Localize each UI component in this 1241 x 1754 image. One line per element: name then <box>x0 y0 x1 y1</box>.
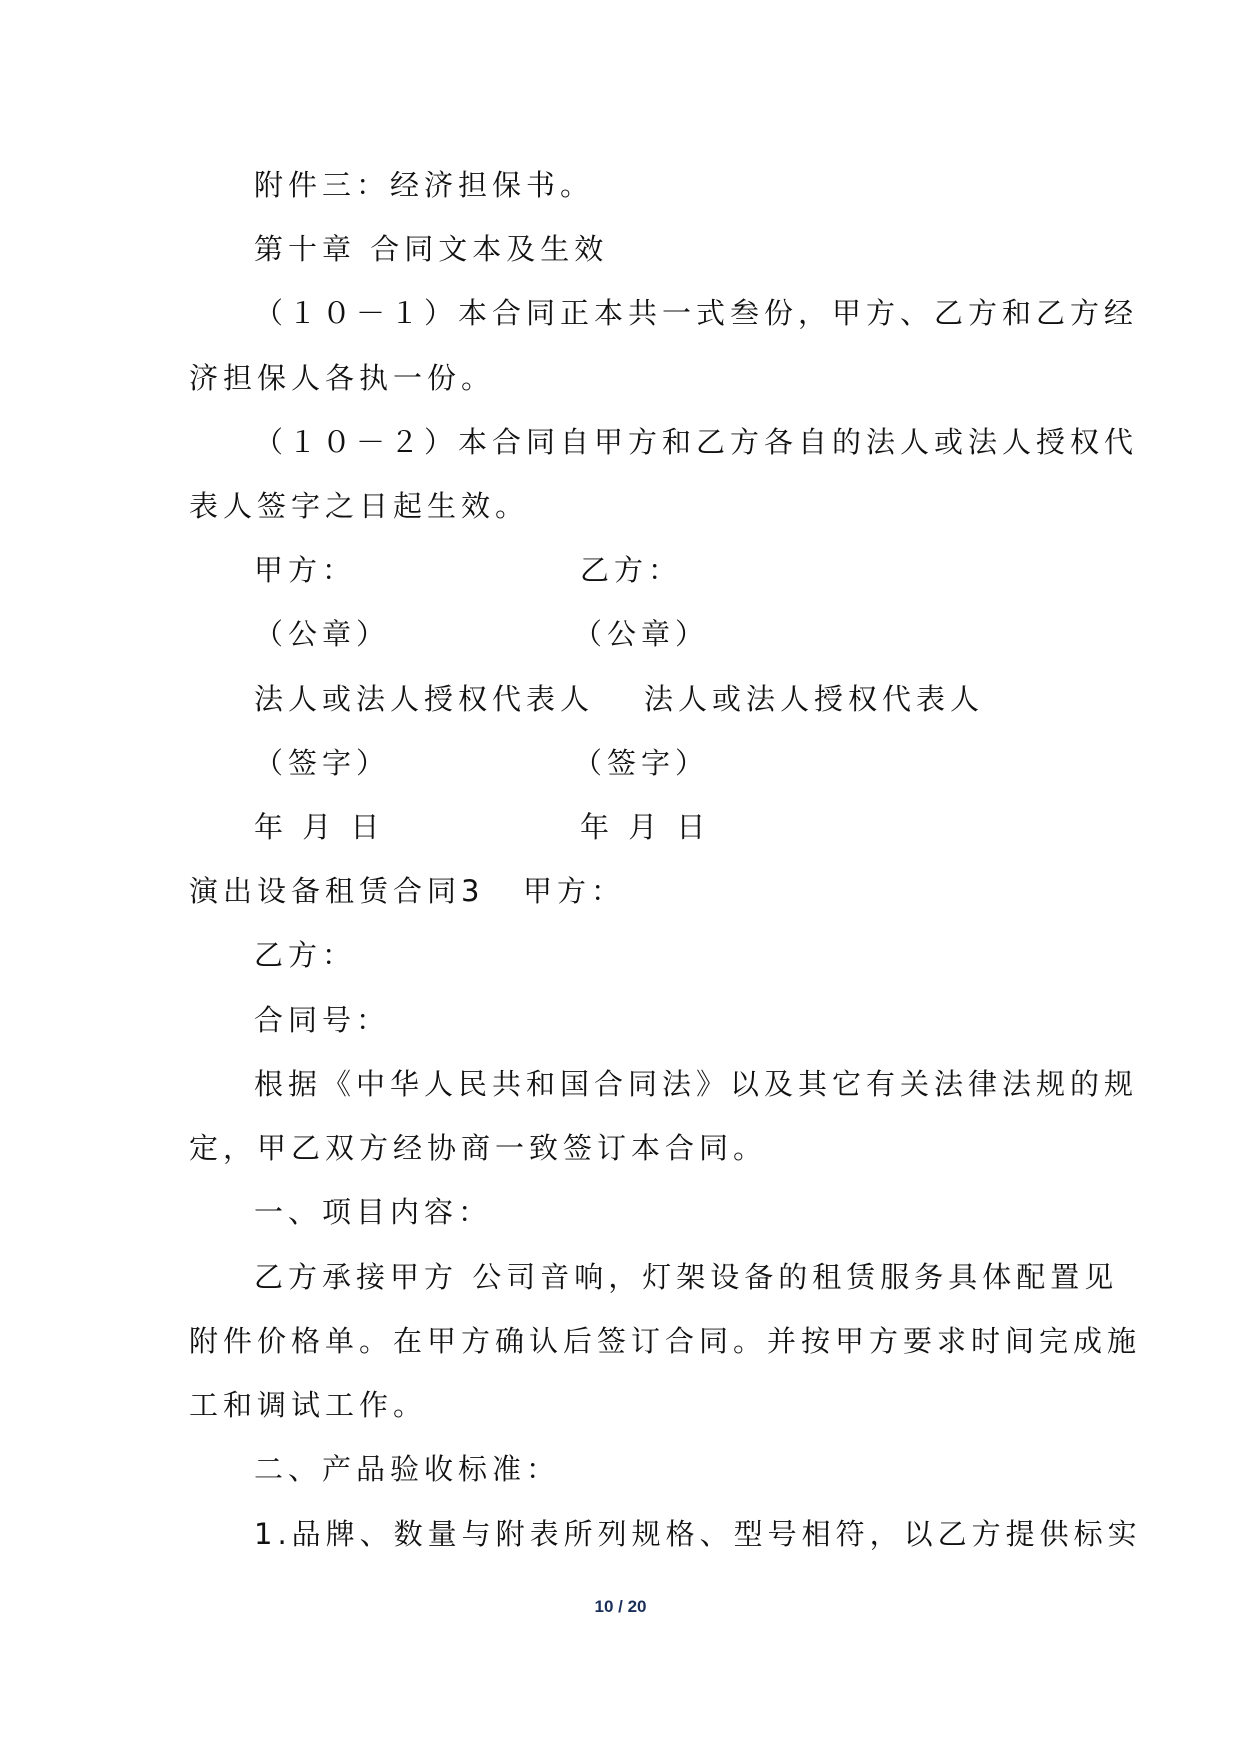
attachment-3-line: 附件三：经济担保书。 <box>254 168 595 202</box>
clause-10-1-line-1: （１０－１）本合同正本共一式叁份，甲方、乙方和乙方经 <box>254 296 1139 330</box>
section-1-line-2: 附件价格单。在甲方确认后签订合同。并按甲方要求时间完成施 <box>189 1324 1142 1358</box>
contract-3-party-b: 乙方： <box>254 938 357 972</box>
party-a-date: 年 月 日 <box>254 810 385 844</box>
section-2-heading: 二、产品验收标准： <box>254 1452 561 1486</box>
party-a-seal: （公章） <box>254 617 391 651</box>
party-b-label: 乙方： <box>580 553 683 587</box>
party-b-seal: （公章） <box>573 617 710 651</box>
party-a-label: 甲方： <box>254 553 357 587</box>
contract-3-preamble-line-2: 定，甲乙双方经协商一致签订本合同。 <box>189 1131 768 1165</box>
clause-10-1-line-2: 济担保人各执一份。 <box>189 361 496 395</box>
chapter-10-heading: 第十章 合同文本及生效 <box>254 232 609 266</box>
contract-3-title: 演出设备租赁合同3 <box>189 874 485 908</box>
contract-3-number: 合同号： <box>254 1003 391 1037</box>
clause-10-2-line-1: （１０－２）本合同自甲方和乙方各自的法人或法人授权代 <box>254 425 1139 459</box>
party-b-date: 年 月 日 <box>580 810 711 844</box>
party-a-signature: （签字） <box>254 746 391 780</box>
party-b-signature: （签字） <box>573 746 710 780</box>
clause-10-2-line-2: 表人签字之日起生效。 <box>189 489 530 523</box>
contract-3-party-a: 甲方： <box>523 874 626 908</box>
section-1-line-3: 工和调试工作。 <box>189 1388 428 1422</box>
party-b-representative: 法人或法人授权代表人 <box>644 682 985 716</box>
section-1-heading: 一、项目内容： <box>254 1195 493 1229</box>
section-1-line-1: 乙方承接甲方 公司音响，灯架设备的租赁服务具体配置见 <box>254 1260 1119 1294</box>
page-number: 10 / 20 <box>594 1597 647 1616</box>
party-a-representative: 法人或法人授权代表人 <box>254 682 595 716</box>
section-2-item-1: 1.品牌、数量与附表所列规格、型号相符，以乙方提供标实 <box>254 1517 1142 1551</box>
contract-3-preamble-line-1: 根据《中华人民共和国合同法》以及其它有关法律法规的规 <box>254 1067 1139 1101</box>
